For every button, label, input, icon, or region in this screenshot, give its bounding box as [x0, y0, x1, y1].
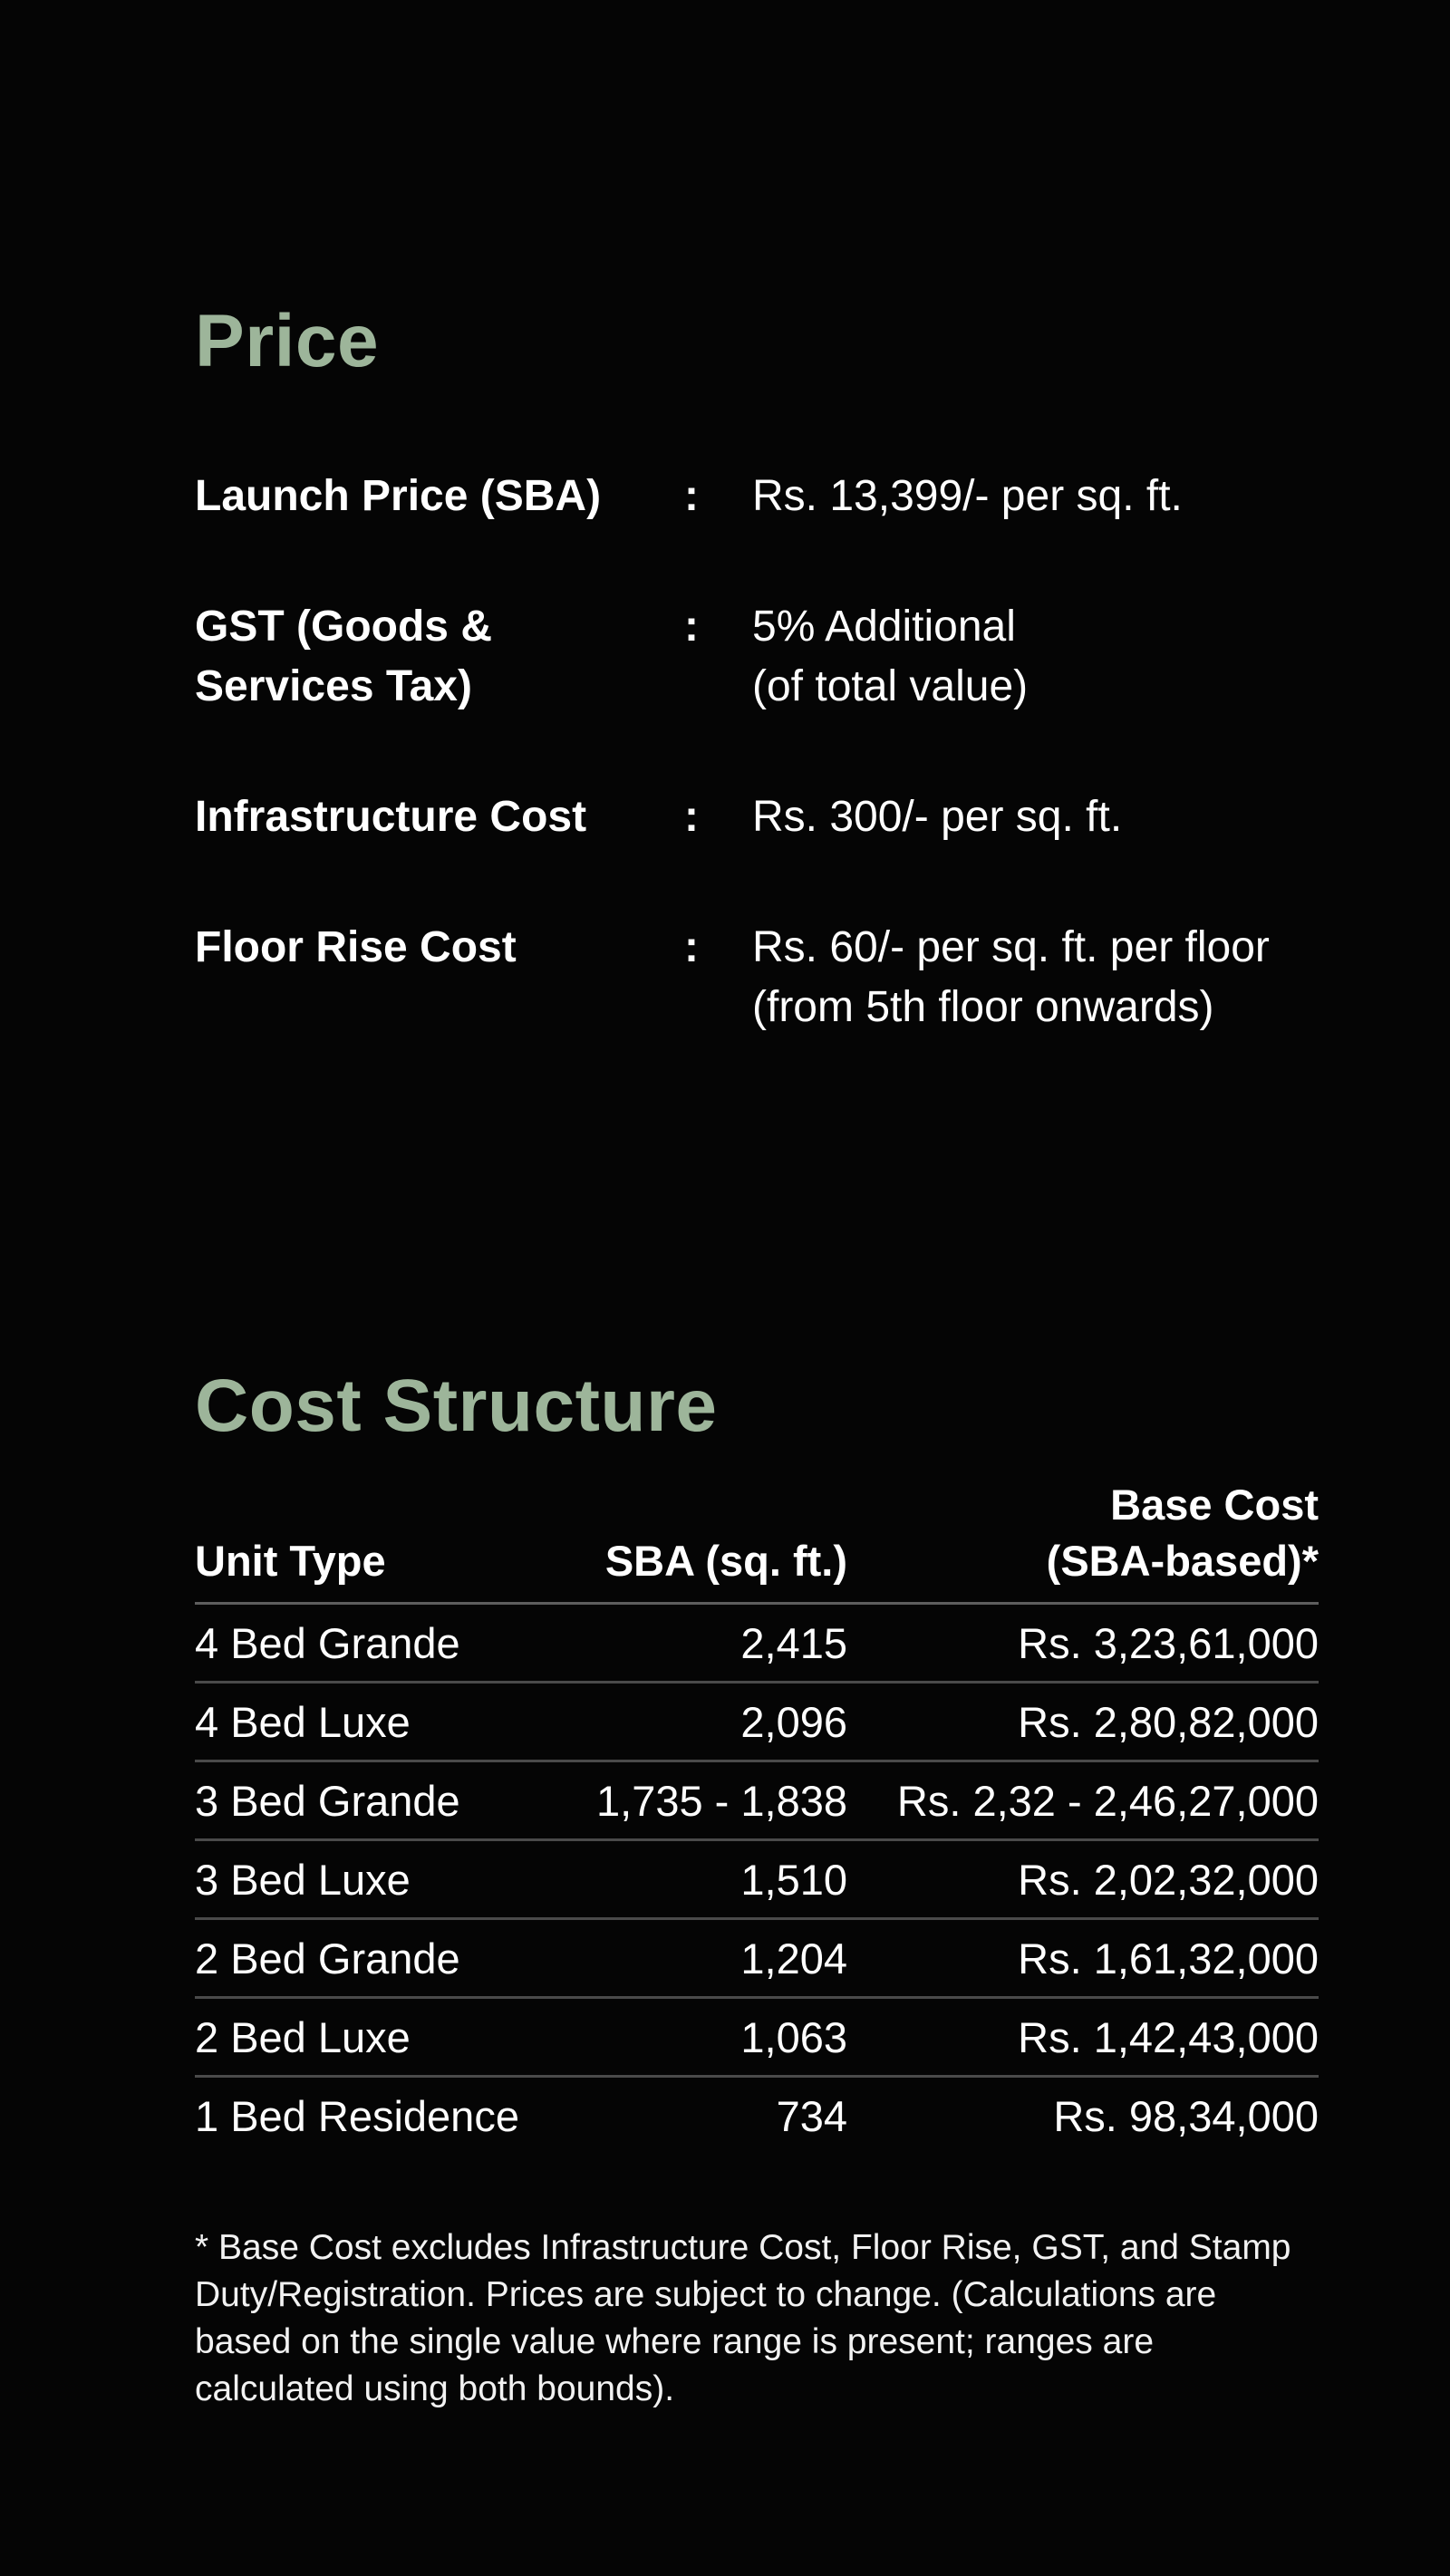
cell-unit-type: 3 Bed Grande [195, 1761, 575, 1840]
table-header-row [195, 1477, 1319, 1604]
table-row [195, 2077, 1319, 2155]
cell-unit-type: 2 Bed Grande [195, 1919, 575, 1998]
cell-unit-type: 2 Bed Luxe [195, 1998, 575, 2077]
colon-separator: : [684, 603, 699, 651]
label-line: Services Tax) [195, 662, 472, 710]
cell-base-cost: Rs. 1,61,32,000 [847, 1919, 1319, 1998]
colon-separator: : [684, 923, 699, 971]
cell-sba: 1,510 [575, 1840, 847, 1919]
cell-unit-type: 3 Bed Luxe [195, 1840, 575, 1919]
price-heading: Price [195, 300, 380, 382]
cell-base-cost: Rs. 2,32 - 2,46,27,000 [847, 1761, 1319, 1840]
table-row [195, 1604, 1319, 1683]
cell-sba: 2,096 [575, 1683, 847, 1761]
cell-sba: 1,204 [575, 1919, 847, 1998]
price-row-value [752, 918, 1328, 1037]
price-list [195, 467, 1328, 1108]
label-line: GST (Goods & [195, 603, 492, 651]
price-row-label [195, 787, 684, 847]
price-row-label [195, 597, 684, 717]
colon-separator: : [684, 793, 699, 841]
cell-unit-type: 4 Bed Luxe [195, 1683, 575, 1761]
label-line: Launch Price (SBA) [195, 472, 602, 520]
price-row-value [752, 467, 1328, 526]
cell-base-cost: Rs. 98,34,000 [1053, 2091, 1319, 2140]
price-row-floor-rise-cost [195, 918, 1328, 1037]
price-row-gst [195, 597, 1328, 717]
cost-structure-table [195, 1477, 1319, 2154]
cost-structure-heading: Cost Structure [195, 1365, 718, 1447]
price-row-label [195, 918, 684, 978]
cell-base-cost: Rs. 2,02,32,000 [847, 1840, 1319, 1919]
value-line: 5% Additional [752, 603, 1016, 651]
table-row [195, 1683, 1319, 1761]
cell-sba: 2,415 [575, 1604, 847, 1683]
value-line: (from 5th floor onwards) [752, 983, 1214, 1031]
cell-sba: 1,735 - 1,838 [575, 1761, 847, 1840]
table-row [195, 1919, 1319, 1998]
header-line: Base Cost [1110, 1481, 1319, 1529]
cell-unit-type: 4 Bed Grande [195, 1604, 575, 1683]
column-header-unit-type: Unit Type [195, 1477, 575, 1604]
value-line: Rs. 13,399/- per sq. ft. [752, 472, 1183, 520]
cell-unit-type: 1 Bed Residence [195, 2091, 519, 2140]
price-row-label [195, 467, 684, 526]
price-row-infrastructure-cost [195, 787, 1328, 847]
cell-sba: 734 [776, 2091, 847, 2140]
value-line: Rs. 300/- per sq. ft. [752, 793, 1123, 841]
table-row [195, 1761, 1319, 1840]
table-row [195, 1840, 1319, 1919]
price-row-value [752, 597, 1328, 717]
table-row [195, 1998, 1319, 2077]
footnote: * Base Cost excludes Infrastructure Cost, Floor Rise, GST, and Stamp Duty/Registration. Prices are subject to change. (Calculations are based on the single value where range is present; ranges are calculated using both bounds). [195, 2228, 1291, 2408]
price-row-launch-price [195, 467, 1328, 526]
cell-base-cost: Rs. 1,42,43,000 [847, 1998, 1319, 2077]
price-row-value [752, 787, 1328, 847]
label-line: Infrastructure Cost [195, 793, 587, 841]
cell-base-cost: Rs. 2,80,82,000 [847, 1683, 1319, 1761]
column-header-base-cost [847, 1477, 1319, 1604]
colon-separator: : [684, 472, 699, 520]
column-header-sba: SBA (sq. ft.) [575, 1477, 847, 1604]
value-line: Rs. 60/- per sq. ft. per floor [752, 923, 1270, 971]
header-line: (SBA-based)* [1046, 1537, 1319, 1585]
label-line: Floor Rise Cost [195, 923, 517, 971]
cell-base-cost: Rs. 3,23,61,000 [847, 1604, 1319, 1683]
cell-sba: 1,063 [575, 1998, 847, 2077]
value-line: (of total value) [752, 662, 1029, 710]
